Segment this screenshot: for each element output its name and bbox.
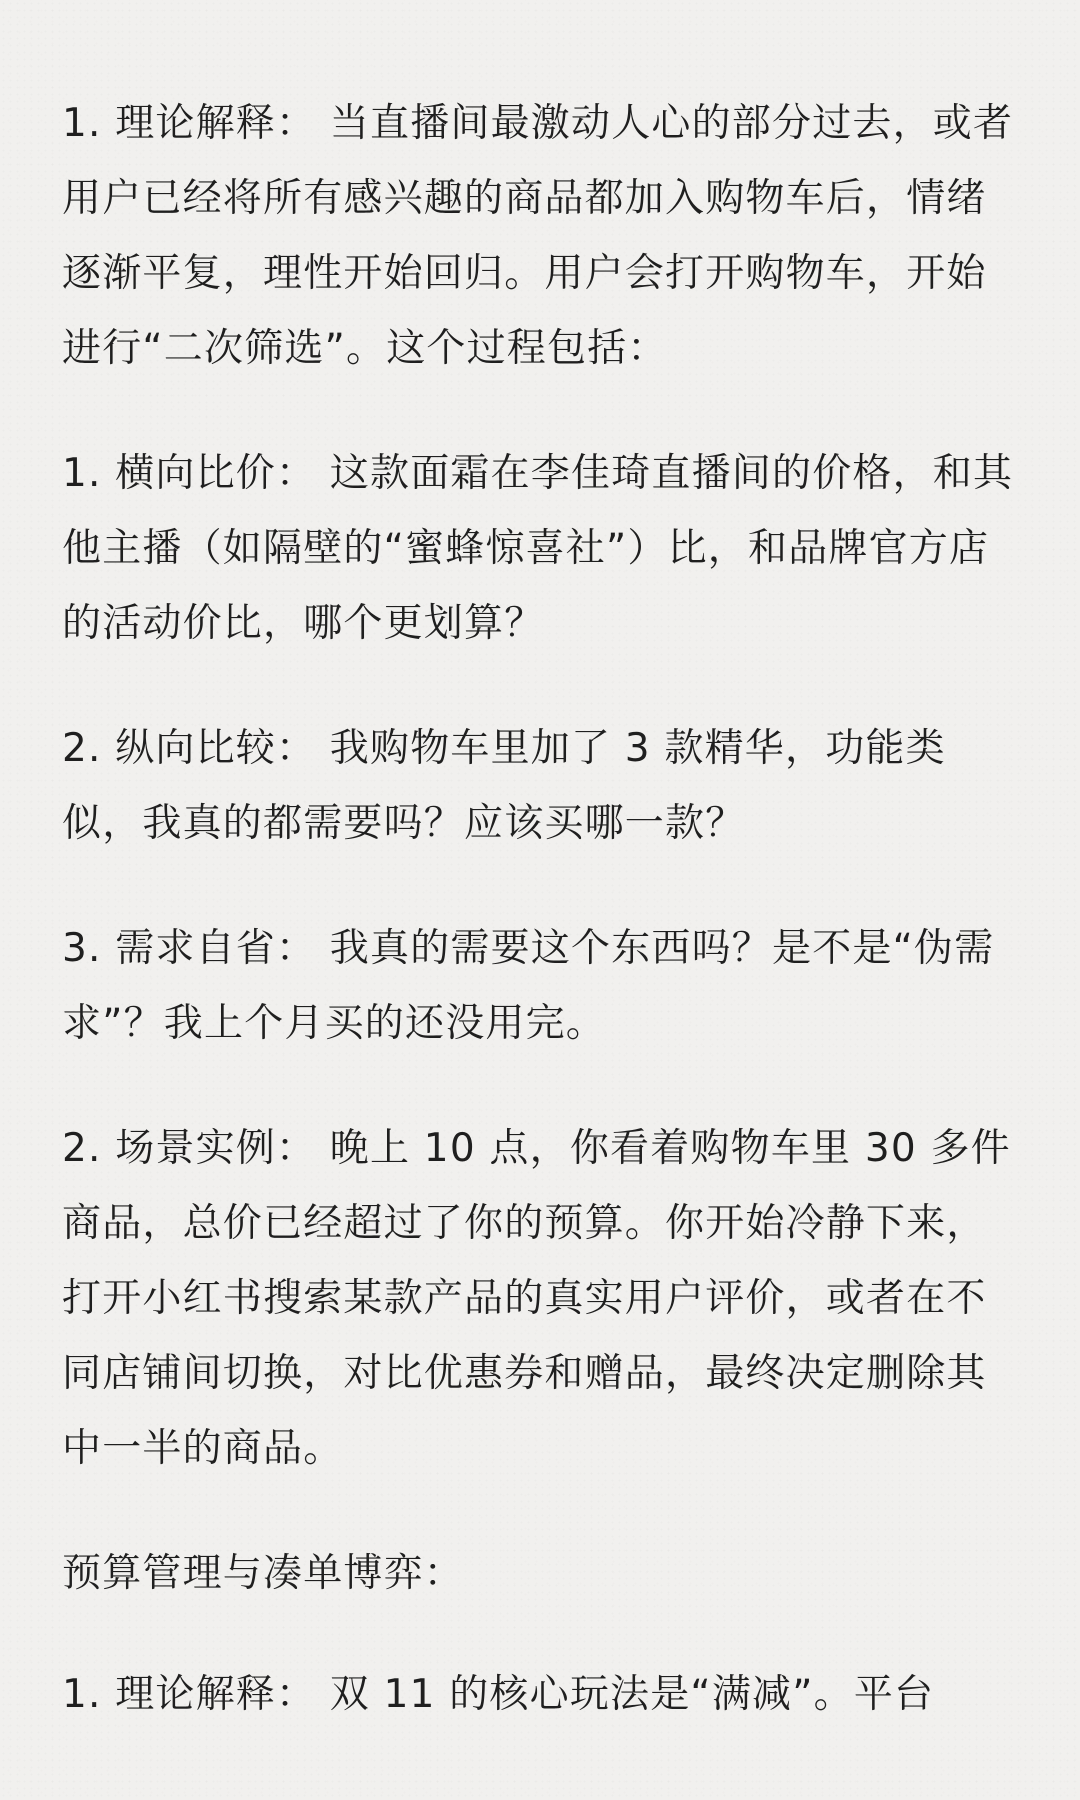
paragraph-need-reflection: 3. 需求自省： 我真的需要这个东西吗？是不是“伪需求”？我上个月买的还没用完。 bbox=[62, 926, 995, 1046]
paragraph-theory-explanation-2: 1. 理论解释： 双 11 的核心玩法是“满减”。平台 bbox=[62, 1672, 935, 1717]
paragraph-vertical-compare: 2. 纵向比较： 我购物车里加了 3 款精华，功能类似，我真的都需要吗？应该买哪一款？ bbox=[62, 726, 946, 846]
paragraph-horizontal-price-compare: 1. 横向比价： 这款面霜在李佳琦直播间的价格，和其他主播（如隔壁的“蜜蜂惊喜社”）比，和品牌官方店的活动价比，哪个更划算？ bbox=[62, 451, 1014, 646]
paragraph-theory-explanation: 1. 理论解释： 当直播间最激动人心的部分过去，或者用户已经将所有感兴趣的商品都加入购物车后，情绪逐渐平复，理性开始回归。用户会打开购物车，开始进行“二次筛选”。这个过程包括： bbox=[62, 101, 1014, 371]
section-heading-budget: 预算管理与凑单博弈： bbox=[62, 1551, 465, 1596]
paragraph-scene-example: 2. 场景实例： 晚上 10 点，你看着购物车里 30 多件商品，总价已经超过了你的预算。你开始冷静下来，打开小红书搜索某款产品的真实用户评价，或者在不同店铺间切换，对比优惠券和赠品，最终决定删除其中一半的商品。 bbox=[62, 1126, 1011, 1471]
